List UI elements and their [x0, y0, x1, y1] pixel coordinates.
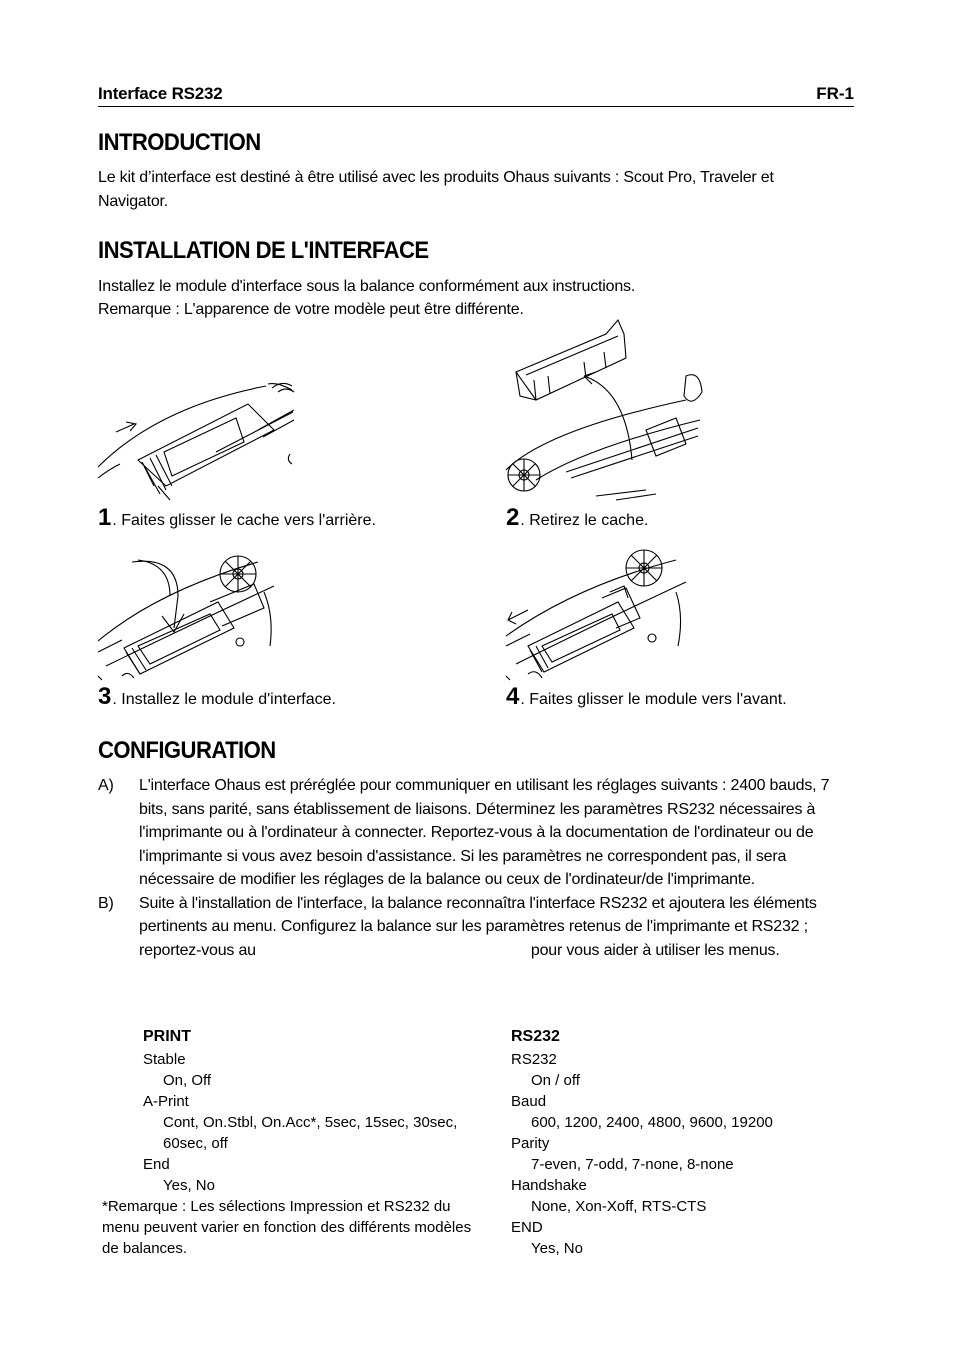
menu-line: Yes, No — [163, 1177, 215, 1194]
menu-line: Cont, On.Stbl, On.Acc*, 5sec, 15sec, 30sec, — [163, 1114, 458, 1131]
step-number: 2 — [506, 504, 520, 531]
menu-line: A-Print — [143, 1093, 189, 1110]
menu-line: Parity — [511, 1135, 550, 1152]
print-menu — [143, 1028, 483, 1196]
install-heading: INSTALLATION DE L'INTERFACE — [98, 237, 429, 264]
menu-line: On / off — [531, 1072, 580, 1089]
list-marker: B) — [98, 894, 114, 912]
step-4-caption — [506, 683, 787, 711]
config-item-text-end: pour vous aider à utiliser les menus. — [530, 941, 780, 959]
step-number: 1 — [98, 504, 112, 531]
menu-line: Yes, No — [531, 1240, 583, 1257]
page-header — [98, 84, 854, 107]
rs232-menu-title: RS232 — [511, 1028, 560, 1045]
step-text: . Faites glisser le module vers l'avant. — [520, 691, 787, 708]
config-heading: CONFIGURATION — [98, 737, 276, 764]
step-3-caption — [98, 683, 336, 711]
menu-line: End — [143, 1156, 170, 1173]
step-number: 4 — [506, 683, 520, 710]
step1-illustration — [98, 382, 298, 502]
install-remark: Remarque : L'apparence de votre modèle peut être différente. — [98, 301, 524, 318]
print-menu-note: *Remarque : Les sélections Impression et RS232 du menu peuvent varier en fonction des différents modèles de balances. — [102, 1198, 472, 1257]
step-1-caption — [98, 504, 376, 532]
menu-line: None, Xon-Xoff, RTS-CTS — [531, 1198, 707, 1215]
config-item-a — [98, 774, 858, 892]
menu-line: On, Off — [163, 1072, 212, 1089]
menu-line: Stable — [143, 1051, 186, 1068]
intro-heading: INTRODUCTION — [98, 129, 261, 156]
step-2-caption — [506, 504, 648, 532]
menu-line: 7-even, 7-odd, 7-none, 8-none — [531, 1156, 734, 1173]
step4-illustration — [506, 546, 691, 681]
step-text: . Retirez le cache. — [520, 512, 649, 529]
list-marker: A) — [98, 777, 114, 794]
config-item-text: Suite à l'installation de l'interface, la balance reconnaîtra l'interface RS232 et ajoutera les éléments pertinents au menu. Configurez la balance sur les paramètres retenus de l'imprimante et RS232 ; reportez-vous au — [139, 894, 817, 959]
config-item-text: L'interface Ohaus est préréglée pour communiquer en utilisant les réglages suivants : 2400 bauds, 7 bits, sans parité, sans établissement de liaisons. Déterminez les paramètres RS232 nécessaires à l'imprimante ou à l'ordinateur à connecter. Reportez-vous à la documentation de l'ordinateur ou de l'imprimante si vous avez besoin d'assistance. Si les paramètres ne correspondent pas, il sera nécessaire de modifier les réglages de la balance ou ceux de l'ordinateur/de l'imprimante. — [139, 777, 830, 888]
rs232-menu — [511, 1028, 851, 1259]
print-menu-title: PRINT — [143, 1028, 191, 1045]
intro-paragraph: Le kit d’interface est destiné à être utilisé avec les produits Ohaus suivants : Scout Pro, Traveler et Navigator. — [98, 169, 774, 210]
menu-line: 600, 1200, 2400, 4800, 9600, 19200 — [531, 1114, 773, 1131]
install-instruction: Installez le module d'interface sous la balance conformément aux instructions. — [98, 278, 636, 295]
config-item-b — [98, 892, 858, 963]
menu-line: 60sec, off — [163, 1135, 228, 1152]
page-number: FR-1 — [816, 84, 854, 103]
step3-illustration — [98, 556, 278, 681]
menu-line: Baud — [511, 1093, 547, 1110]
menu-line: END — [511, 1219, 543, 1236]
menu-line: Handshake — [511, 1177, 587, 1194]
menu-line: RS232 — [511, 1051, 557, 1068]
step2-illustration — [506, 320, 701, 505]
step-text: . Installez le module d'interface. — [112, 691, 336, 708]
step-number: 3 — [98, 683, 112, 710]
config-list — [98, 774, 858, 962]
header-title: Interface RS232 — [98, 84, 223, 103]
step-text: . Faites glisser le cache vers l'arrière. — [112, 512, 376, 529]
